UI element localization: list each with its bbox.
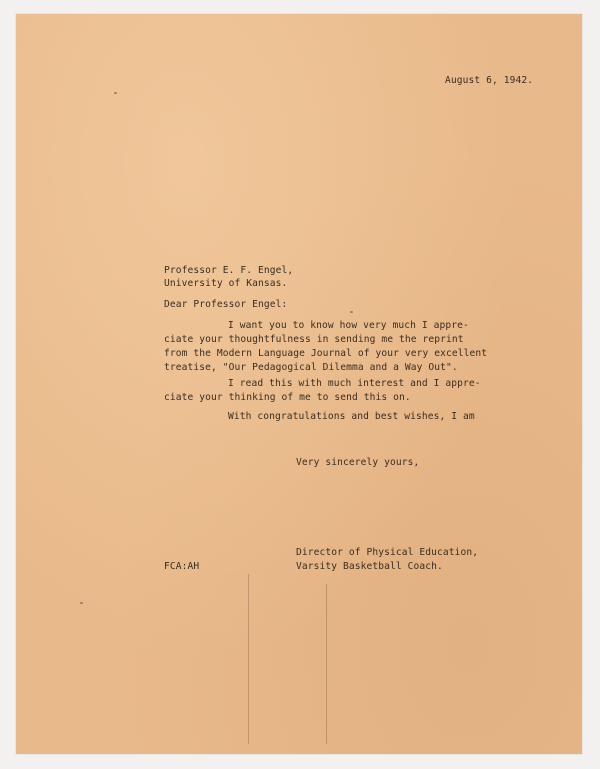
reference-initials: FCA:AH <box>164 561 200 572</box>
paper-speck <box>80 602 83 604</box>
paper-speck <box>350 311 353 313</box>
body-line: treatise, "Our Pedagogical Dilemma and a Way Out". <box>164 362 458 373</box>
body-line: I read this with much interest and I appre- <box>228 378 481 389</box>
signature-title: Varsity Basketball Coach. <box>296 561 443 572</box>
signature-title: Director of Physical Education, <box>296 547 479 558</box>
body-line: from the Modern Language Journal of your very excellent <box>164 348 488 359</box>
paper-crease <box>248 574 249 744</box>
salutation: Dear Professor Engel: <box>164 299 288 310</box>
body-line: I want you to know how very much I appre- <box>228 320 469 331</box>
letter-date: August 6, 1942. <box>445 75 534 86</box>
letter-page <box>16 14 582 754</box>
body-line: ciate your thinking of me to send this on. <box>164 392 411 403</box>
recipient-institution: University of Kansas. <box>164 278 288 289</box>
closing: Very sincerely yours, <box>296 457 420 468</box>
paper-speck <box>114 92 117 94</box>
body-line: ciate your thoughtfulness in sending me the reprint <box>164 334 464 345</box>
recipient-name: Professor E. F. Engel, <box>164 265 294 276</box>
body-line: With congratulations and best wishes, I am <box>228 411 475 422</box>
paper-crease <box>326 584 327 744</box>
